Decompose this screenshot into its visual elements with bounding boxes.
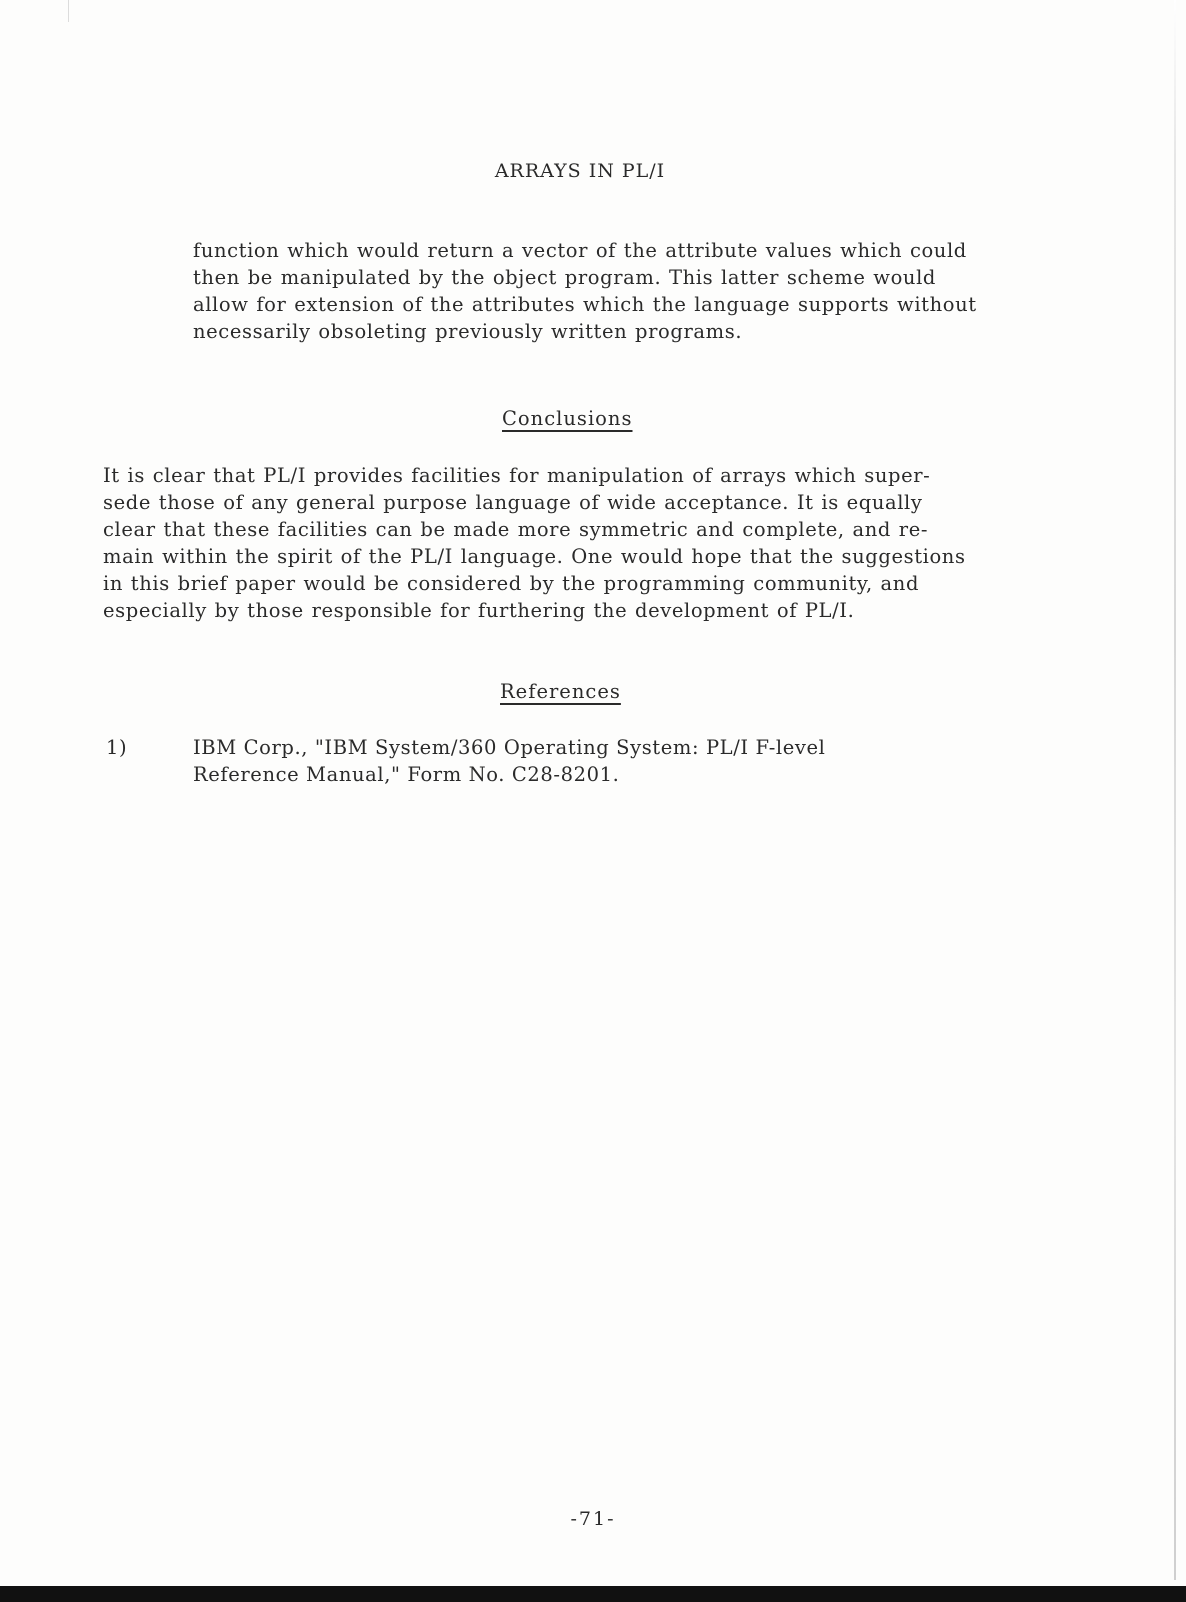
paragraph-line: allow for extension of the attributes which the language supports without [193,293,977,316]
paragraph-line: especially by those responsible for furthering the development of PL/I. [103,599,855,622]
conclusions-heading: Conclusions [502,407,633,430]
reference-text [193,734,826,788]
continuation-paragraph [193,237,977,345]
paragraph-line: sede those of any general purpose language of wide acceptance. It is equally [103,491,923,514]
scan-edge-left [68,0,69,22]
running-header: ARRAYS IN PL/I [494,160,666,182]
reference-number: 1) [106,736,128,759]
scan-border-bottom [0,1586,1186,1602]
paragraph-line: main within the spirit of the PL/I language. One would hope that the suggestions [103,545,966,568]
paragraph-line: necessarily obsoleting previously written programs. [193,320,743,343]
reference-line: IBM Corp., "IBM System/360 Operating System: PL/I F-level [193,736,826,759]
paragraph-line: It is clear that PL/I provides facilities for manipulation of arrays which super- [103,464,931,487]
reference-line: Reference Manual," Form No. C28-8201. [193,763,620,786]
paragraph-line: then be manipulated by the object program. This latter scheme would [193,266,937,289]
paragraph-line: in this brief paper would be considered by the programming community, and [103,572,920,595]
scan-edge-right [1174,0,1176,1580]
paragraph-line: clear that these facilities can be made more symmetric and complete, and re- [103,518,929,541]
conclusions-paragraph [103,462,966,624]
references-heading: References [500,680,621,703]
paragraph-line: function which would return a vector of the attribute values which could [193,239,967,262]
page-number: -71- [570,1508,616,1530]
